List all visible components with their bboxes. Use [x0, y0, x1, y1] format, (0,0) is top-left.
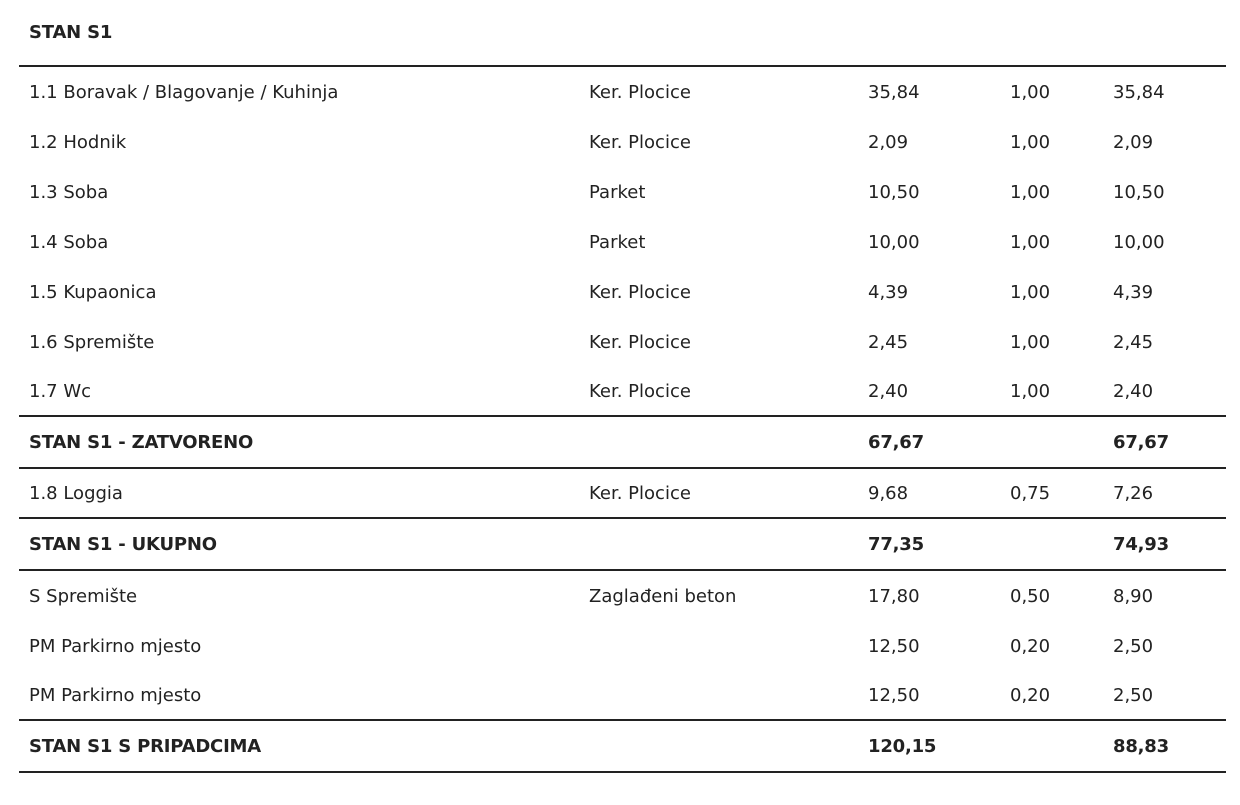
coefficient-value: 0,50 — [1010, 585, 1051, 607]
table-row — [19, 367, 1226, 417]
table-title: STAN S1 — [19, 0, 1226, 67]
area-table — [19, 0, 1226, 773]
grand-total-net-area: 88,83 — [1113, 735, 1169, 757]
coefficient-value: 0,75 — [1010, 482, 1051, 504]
area-value: 9,68 — [868, 482, 909, 504]
table-row — [19, 267, 1226, 317]
area-value: 2,09 — [868, 131, 909, 153]
floor-material: Ker. Plocice — [589, 380, 691, 402]
table-row — [19, 317, 1226, 367]
area-value: 2,45 — [868, 331, 909, 353]
subtotal-label: STAN S1 - ZATVORENO — [29, 431, 254, 453]
room-name: 1.2 Hodnik — [29, 131, 127, 153]
room-name: PM Parkirno mjesto — [29, 684, 202, 706]
floor-material: Parket — [589, 231, 646, 253]
coefficient-value: 1,00 — [1010, 281, 1051, 303]
room-name: PM Parkirno mjesto — [29, 635, 202, 657]
net-area-value: 7,26 — [1113, 482, 1154, 504]
grand-total-label: STAN S1 S PRIPADCIMA — [29, 735, 262, 757]
room-name: 1.6 Spremište — [29, 331, 155, 353]
coefficient-value: 1,00 — [1010, 231, 1051, 253]
subtotal-net-area: 74,93 — [1113, 533, 1169, 555]
area-value: 12,50 — [868, 684, 920, 706]
table-row — [19, 117, 1226, 167]
net-area-value: 8,90 — [1113, 585, 1154, 607]
subtotal-net-area: 67,67 — [1113, 431, 1169, 453]
room-name: 1.1 Boravak / Blagovanje / Kuhinja — [29, 81, 339, 103]
coefficient-value: 1,00 — [1010, 331, 1051, 353]
net-area-value: 35,84 — [1113, 81, 1165, 103]
floor-material: Ker. Plocice — [589, 81, 691, 103]
table-row — [19, 571, 1226, 621]
area-value: 10,50 — [868, 181, 920, 203]
net-area-value: 2,40 — [1113, 380, 1154, 402]
subtotal-area: 67,67 — [868, 431, 924, 453]
floor-material: Ker. Plocice — [589, 482, 691, 504]
table-row — [19, 469, 1226, 519]
room-name: 1.5 Kupaonica — [29, 281, 157, 303]
table-row — [19, 671, 1226, 721]
net-area-value: 4,39 — [1113, 281, 1154, 303]
room-name: S Spremište — [29, 585, 138, 607]
net-area-value: 2,45 — [1113, 331, 1154, 353]
floor-material: Ker. Plocice — [589, 131, 691, 153]
net-area-value: 2,50 — [1113, 635, 1154, 657]
coefficient-value: 1,00 — [1010, 131, 1051, 153]
area-value: 10,00 — [868, 231, 920, 253]
coefficient-value: 1,00 — [1010, 380, 1051, 402]
subtotal-row-closed — [19, 417, 1226, 469]
room-name: 1.7 Wc — [29, 380, 92, 402]
net-area-value: 2,09 — [1113, 131, 1154, 153]
table-row — [19, 67, 1226, 117]
grand-total-area: 120,15 — [868, 735, 937, 757]
area-value: 2,40 — [868, 380, 909, 402]
area-value: 17,80 — [868, 585, 920, 607]
net-area-value: 2,50 — [1113, 684, 1154, 706]
table-row — [19, 217, 1226, 267]
room-name: 1.8 Loggia — [29, 482, 123, 504]
floor-material: Ker. Plocice — [589, 331, 691, 353]
floor-material: Zaglađeni beton — [589, 585, 737, 607]
floor-material: Parket — [589, 181, 646, 203]
room-name: 1.4 Soba — [29, 231, 109, 253]
coefficient-value: 1,00 — [1010, 181, 1051, 203]
coefficient-value: 1,00 — [1010, 81, 1051, 103]
subtotal-label: STAN S1 - UKUPNO — [29, 533, 217, 555]
grand-total-row — [19, 721, 1226, 773]
subtotal-row-total — [19, 519, 1226, 571]
coefficient-value: 0,20 — [1010, 635, 1051, 657]
table-row — [19, 621, 1226, 671]
floor-material: Ker. Plocice — [589, 281, 691, 303]
table-row — [19, 167, 1226, 217]
room-name: 1.3 Soba — [29, 181, 109, 203]
area-value: 12,50 — [868, 635, 920, 657]
subtotal-area: 77,35 — [868, 533, 924, 555]
coefficient-value: 0,20 — [1010, 684, 1051, 706]
area-value: 4,39 — [868, 281, 909, 303]
net-area-value: 10,50 — [1113, 181, 1165, 203]
area-value: 35,84 — [868, 81, 920, 103]
net-area-value: 10,00 — [1113, 231, 1165, 253]
